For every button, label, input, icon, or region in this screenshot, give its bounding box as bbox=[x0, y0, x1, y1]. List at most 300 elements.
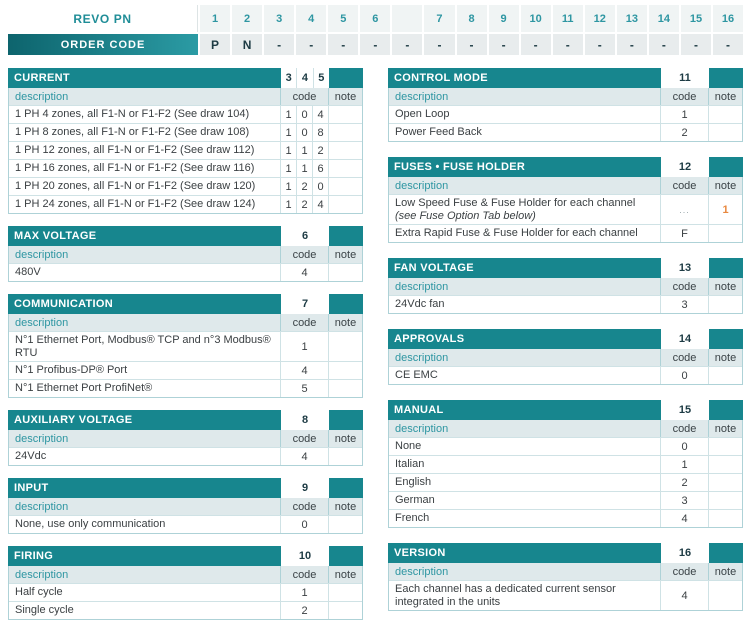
table-control-mode bbox=[388, 68, 743, 142]
row-note bbox=[328, 264, 362, 281]
order-code-cell: - bbox=[585, 34, 615, 55]
position-column-12: 12 bbox=[585, 5, 615, 32]
order-code-cell: - bbox=[424, 34, 454, 55]
row-code: 8 bbox=[312, 124, 328, 141]
table-header-bar bbox=[388, 329, 743, 349]
table-row bbox=[389, 509, 742, 527]
position-number-box bbox=[281, 546, 329, 566]
note-header-spacer bbox=[709, 258, 743, 278]
note-header-spacer bbox=[329, 294, 363, 314]
position-number-box bbox=[281, 226, 329, 246]
note-header: note bbox=[328, 498, 362, 515]
row-description-text: 1 PH 8 zones, all F1-N or F1-F2 (See draw 108) bbox=[15, 126, 250, 139]
row-code-group bbox=[280, 602, 328, 619]
table-body bbox=[8, 566, 363, 620]
table-position-number: 12 bbox=[678, 161, 692, 173]
row-description bbox=[389, 474, 660, 491]
row-code: 6 bbox=[312, 160, 328, 177]
row-code-group bbox=[280, 380, 328, 397]
order-code-row bbox=[8, 34, 743, 55]
code-header: code bbox=[660, 88, 708, 105]
note-header-spacer bbox=[329, 546, 363, 566]
order-code-label: ORDER CODE bbox=[8, 34, 198, 55]
row-note bbox=[328, 196, 362, 213]
row-note bbox=[328, 602, 362, 619]
row-description-text: German bbox=[395, 494, 435, 507]
note-header-spacer bbox=[709, 68, 743, 88]
table-body bbox=[388, 420, 743, 528]
row-note bbox=[328, 178, 362, 195]
order-code-cell: - bbox=[328, 34, 358, 55]
table-row bbox=[9, 263, 362, 281]
position-number-box bbox=[281, 68, 329, 88]
table-firing bbox=[8, 546, 363, 620]
row-code: 0 bbox=[296, 106, 312, 123]
table-input bbox=[8, 478, 363, 534]
table-row bbox=[389, 366, 742, 384]
position-column-9: 9 bbox=[489, 5, 519, 32]
row-code: 4 bbox=[312, 196, 328, 213]
order-code-cell: - bbox=[521, 34, 551, 55]
table-body bbox=[388, 563, 743, 611]
table-row bbox=[389, 491, 742, 509]
table-subheader-row bbox=[389, 563, 742, 580]
order-code-cell: N bbox=[232, 34, 262, 55]
row-note bbox=[708, 510, 742, 527]
description-header: description bbox=[15, 248, 69, 261]
table-fan-voltage bbox=[388, 258, 743, 314]
row-description bbox=[9, 380, 280, 397]
order-code-cell: - bbox=[296, 34, 326, 55]
order-code-cell: - bbox=[713, 34, 743, 55]
row-note bbox=[328, 380, 362, 397]
product-name: REVO PN bbox=[8, 5, 198, 32]
row-description bbox=[9, 106, 280, 123]
table-row bbox=[9, 447, 362, 465]
row-code: 5 bbox=[280, 380, 328, 397]
row-note bbox=[328, 106, 362, 123]
row-description-text: Single cycle bbox=[15, 604, 74, 617]
row-code: 4 bbox=[660, 510, 708, 527]
row-code-group bbox=[660, 106, 708, 123]
table-position-number: 15 bbox=[678, 404, 692, 416]
code-header: code bbox=[660, 349, 708, 366]
table-row bbox=[9, 515, 362, 533]
table-row bbox=[9, 583, 362, 601]
row-note: 1 bbox=[708, 195, 742, 224]
row-description-text: 1 PH 16 zones, all F1-N or F1-F2 (See draw 116) bbox=[15, 162, 255, 175]
table-body bbox=[388, 278, 743, 314]
row-code: 2 bbox=[312, 142, 328, 159]
table-title: APPROVALS bbox=[394, 333, 465, 345]
row-code-group bbox=[660, 456, 708, 473]
position-column-7: 7 bbox=[424, 5, 454, 32]
position-column-5: 5 bbox=[328, 5, 358, 32]
table-communication bbox=[8, 294, 363, 398]
row-code: F bbox=[660, 225, 708, 242]
table-approvals bbox=[388, 329, 743, 385]
row-description bbox=[389, 367, 660, 384]
table-subheader-row bbox=[389, 349, 742, 366]
table-body bbox=[8, 430, 363, 466]
row-description-text: 480V bbox=[15, 266, 41, 279]
position-column-3: 3 bbox=[264, 5, 294, 32]
table-header-bar bbox=[388, 258, 743, 278]
row-code: 4 bbox=[660, 581, 708, 610]
order-code-cell: - bbox=[392, 34, 422, 55]
table-max-voltage bbox=[8, 226, 363, 282]
table-row bbox=[389, 295, 742, 313]
code-header: code bbox=[280, 314, 328, 331]
table-body bbox=[8, 88, 363, 214]
table-header-bar bbox=[8, 546, 363, 566]
table-subheader-row bbox=[9, 88, 362, 105]
tables-area bbox=[8, 68, 743, 620]
table-position-number: 4 bbox=[296, 68, 312, 88]
row-description-text: None bbox=[395, 440, 422, 453]
row-code: 1 bbox=[280, 584, 328, 601]
table-row bbox=[9, 601, 362, 619]
table-header-bar bbox=[8, 68, 363, 88]
table-body bbox=[8, 498, 363, 534]
row-code: 1 bbox=[280, 106, 296, 123]
row-code: 2 bbox=[296, 196, 312, 213]
table-header-bar bbox=[8, 294, 363, 314]
row-code-group bbox=[280, 448, 328, 465]
row-code: 4 bbox=[280, 448, 328, 465]
row-description-text: Open Loop bbox=[395, 108, 450, 121]
row-note bbox=[708, 225, 742, 242]
row-code-group bbox=[660, 438, 708, 455]
row-code: 1 bbox=[296, 160, 312, 177]
position-number-box bbox=[661, 258, 709, 278]
table-row bbox=[9, 379, 362, 397]
note-header: note bbox=[708, 563, 742, 580]
order-code-cell: - bbox=[553, 34, 583, 55]
code-header: code bbox=[660, 563, 708, 580]
position-column-6: 6 bbox=[360, 5, 390, 32]
table-position-number: 9 bbox=[301, 482, 309, 494]
row-note bbox=[708, 296, 742, 313]
row-code-group bbox=[660, 296, 708, 313]
table-subheader-row bbox=[9, 314, 362, 331]
note-header: note bbox=[328, 566, 362, 583]
row-description bbox=[9, 332, 280, 361]
position-column-16: 16 bbox=[713, 5, 743, 32]
position-column-4: 4 bbox=[296, 5, 326, 32]
row-code: ... bbox=[660, 195, 708, 224]
table-title: FAN VOLTAGE bbox=[394, 262, 474, 274]
order-code-cell: - bbox=[649, 34, 679, 55]
table-row bbox=[9, 141, 362, 159]
table-header-bar bbox=[388, 68, 743, 88]
row-note bbox=[708, 581, 742, 610]
table-title: MANUAL bbox=[394, 404, 444, 416]
note-header: note bbox=[328, 246, 362, 263]
row-note bbox=[708, 124, 742, 141]
table-position-number: 3 bbox=[285, 72, 292, 84]
row-description-text: N°1 Ethernet Port, Modbus® TCP and n°3 Modbus® RTU bbox=[15, 334, 271, 359]
table-auxiliary-voltage bbox=[8, 410, 363, 466]
note-header: note bbox=[708, 88, 742, 105]
row-note bbox=[708, 438, 742, 455]
table-position-number: 8 bbox=[301, 414, 309, 426]
row-code: 1 bbox=[296, 142, 312, 159]
row-description bbox=[389, 106, 660, 123]
row-code: 1 bbox=[280, 160, 296, 177]
table-title: MAX VOLTAGE bbox=[14, 230, 97, 242]
row-description bbox=[389, 456, 660, 473]
row-code: 1 bbox=[280, 178, 296, 195]
code-header: code bbox=[280, 430, 328, 447]
row-code-group bbox=[660, 225, 708, 242]
table-title: INPUT bbox=[14, 482, 49, 494]
row-code: 0 bbox=[660, 438, 708, 455]
row-description bbox=[9, 196, 280, 213]
row-code-group bbox=[660, 195, 708, 224]
order-code-cells bbox=[200, 34, 743, 55]
table-subheader-row bbox=[389, 278, 742, 295]
row-description bbox=[9, 602, 280, 619]
table-row bbox=[389, 455, 742, 473]
note-header: note bbox=[328, 314, 362, 331]
table-row bbox=[9, 361, 362, 379]
code-header: code bbox=[280, 88, 328, 105]
row-code: 4 bbox=[280, 264, 328, 281]
position-number-box bbox=[661, 157, 709, 177]
row-code: 2 bbox=[280, 602, 328, 619]
row-note bbox=[708, 474, 742, 491]
row-code-group bbox=[660, 474, 708, 491]
order-code-cell: - bbox=[457, 34, 487, 55]
description-header: description bbox=[15, 500, 69, 513]
table-row bbox=[9, 105, 362, 123]
table-row bbox=[389, 194, 742, 224]
row-note bbox=[328, 124, 362, 141]
description-header: description bbox=[15, 316, 69, 329]
table-row bbox=[9, 331, 362, 361]
order-code-cell: - bbox=[264, 34, 294, 55]
row-description-text: 1 PH 4 zones, all F1-N or F1-F2 (See draw 104) bbox=[15, 108, 250, 121]
row-code: 2 bbox=[296, 178, 312, 195]
row-description-text: 24Vdc bbox=[15, 450, 47, 463]
row-description-text: Low Speed Fuse & Fuse Holder for each channel bbox=[395, 197, 636, 209]
row-description-text: CE EMC bbox=[395, 369, 438, 382]
note-header: note bbox=[328, 88, 362, 105]
row-description-text: 1 PH 12 zones, all F1-N or F1-F2 (See draw 112) bbox=[15, 144, 255, 157]
row-description bbox=[9, 124, 280, 141]
table-title: FIRING bbox=[14, 550, 54, 562]
code-header: code bbox=[660, 278, 708, 295]
row-code: 0 bbox=[660, 367, 708, 384]
order-code-sheet bbox=[0, 5, 750, 620]
table-position-number: 11 bbox=[679, 72, 691, 84]
row-description bbox=[9, 516, 280, 533]
row-note bbox=[328, 142, 362, 159]
position-column-13: 13 bbox=[617, 5, 647, 32]
table-row bbox=[9, 123, 362, 141]
row-description-text: 1 PH 24 zones, all F1-N or F1-F2 (See draw 124) bbox=[15, 198, 256, 211]
table-version bbox=[388, 543, 743, 611]
row-code: 3 bbox=[660, 296, 708, 313]
order-code-cell: - bbox=[360, 34, 390, 55]
row-note bbox=[708, 367, 742, 384]
description-header: description bbox=[15, 432, 69, 445]
row-code: 1 bbox=[280, 196, 296, 213]
table-title: CURRENT bbox=[14, 72, 70, 84]
position-number-box bbox=[661, 68, 709, 88]
table-row bbox=[389, 224, 742, 242]
row-code-group bbox=[280, 178, 328, 195]
row-note bbox=[328, 448, 362, 465]
row-description-text: Extra Rapid Fuse & Fuse Holder for each channel bbox=[395, 227, 638, 240]
row-note bbox=[708, 456, 742, 473]
position-column-14: 14 bbox=[649, 5, 679, 32]
row-code: 2 bbox=[660, 474, 708, 491]
row-description-text: French bbox=[395, 512, 430, 525]
row-code-group bbox=[660, 124, 708, 141]
note-header-spacer bbox=[709, 543, 743, 563]
left-column bbox=[8, 68, 363, 620]
table-position-number: 14 bbox=[678, 333, 692, 345]
row-description bbox=[9, 448, 280, 465]
row-note bbox=[328, 516, 362, 533]
row-code-group bbox=[660, 510, 708, 527]
table-row bbox=[9, 159, 362, 177]
note-header: note bbox=[708, 349, 742, 366]
row-description-text: Power Feed Back bbox=[395, 126, 482, 139]
table-subheader-row bbox=[9, 430, 362, 447]
position-number-row bbox=[8, 5, 743, 32]
row-code: 3 bbox=[660, 492, 708, 509]
position-column-2: 2 bbox=[232, 5, 262, 32]
row-description-text: N°1 Profibus-DP® Port bbox=[15, 364, 128, 377]
row-code-group bbox=[280, 142, 328, 159]
table-fuses-fuse-holder bbox=[388, 157, 743, 243]
row-note bbox=[328, 584, 362, 601]
table-header-bar bbox=[388, 543, 743, 563]
table-position-number: 5 bbox=[313, 68, 329, 88]
row-code-group bbox=[280, 516, 328, 533]
row-description bbox=[389, 195, 660, 224]
table-position-number: 13 bbox=[678, 262, 692, 274]
note-header: note bbox=[708, 177, 742, 194]
order-code-header bbox=[0, 5, 750, 55]
table-subheader-row bbox=[389, 88, 742, 105]
row-description-text: Half cycle bbox=[15, 586, 63, 599]
position-number-box bbox=[281, 294, 329, 314]
row-note bbox=[328, 332, 362, 361]
row-code: 1 bbox=[660, 106, 708, 123]
row-code-group bbox=[280, 160, 328, 177]
table-row bbox=[9, 195, 362, 213]
row-code: 1 bbox=[280, 332, 328, 361]
table-body bbox=[8, 314, 363, 398]
table-header-bar bbox=[388, 157, 743, 177]
order-code-cell: - bbox=[681, 34, 711, 55]
code-header: code bbox=[660, 177, 708, 194]
position-number-box bbox=[281, 478, 329, 498]
note-header-spacer bbox=[329, 410, 363, 430]
table-body bbox=[8, 246, 363, 282]
table-position-number: 6 bbox=[301, 230, 309, 242]
table-header-bar bbox=[8, 478, 363, 498]
row-description bbox=[9, 362, 280, 379]
row-description bbox=[9, 142, 280, 159]
row-description bbox=[9, 160, 280, 177]
row-description-text: English bbox=[395, 476, 432, 489]
row-code: 4 bbox=[280, 362, 328, 379]
row-note bbox=[328, 160, 362, 177]
table-title: FUSES • FUSE HOLDER bbox=[394, 161, 526, 173]
table-row bbox=[389, 123, 742, 141]
table-subheader-row bbox=[389, 177, 742, 194]
description-header: description bbox=[15, 90, 69, 103]
row-code: 1 bbox=[280, 142, 296, 159]
row-description bbox=[9, 178, 280, 195]
position-column-gap bbox=[392, 5, 422, 32]
note-header: note bbox=[708, 278, 742, 295]
table-row bbox=[9, 177, 362, 195]
position-column-11: 11 bbox=[553, 5, 583, 32]
row-description-text: 1 PH 20 zones, all F1-N or F1-F2 (See draw 120) bbox=[15, 180, 256, 193]
table-title: AUXILIARY VOLTAGE bbox=[14, 414, 133, 426]
position-number-box bbox=[661, 543, 709, 563]
row-description bbox=[9, 264, 280, 281]
position-column-8: 8 bbox=[457, 5, 487, 32]
row-note bbox=[708, 492, 742, 509]
row-code: 0 bbox=[296, 124, 312, 141]
order-code-cell: - bbox=[489, 34, 519, 55]
note-header-spacer bbox=[329, 226, 363, 246]
note-header-spacer bbox=[709, 329, 743, 349]
row-description bbox=[389, 124, 660, 141]
row-code-group bbox=[280, 264, 328, 281]
note-header-spacer bbox=[329, 478, 363, 498]
note-header: note bbox=[708, 420, 742, 437]
row-description-text: None, use only communication bbox=[15, 518, 166, 531]
row-code-group bbox=[660, 492, 708, 509]
note-header-spacer bbox=[709, 400, 743, 420]
table-row bbox=[389, 105, 742, 123]
note-header-spacer bbox=[329, 68, 363, 88]
table-body bbox=[388, 88, 743, 142]
position-columns bbox=[200, 5, 743, 32]
table-title: VERSION bbox=[394, 547, 446, 559]
row-code: 0 bbox=[312, 178, 328, 195]
description-header: description bbox=[395, 90, 449, 103]
position-number-box bbox=[661, 329, 709, 349]
table-header-bar bbox=[8, 410, 363, 430]
table-title: COMMUNICATION bbox=[14, 298, 114, 310]
description-header: description bbox=[15, 568, 69, 581]
table-subheader-row bbox=[9, 246, 362, 263]
row-description bbox=[389, 581, 660, 610]
row-description bbox=[389, 225, 660, 242]
row-description-text: Italian bbox=[395, 458, 425, 471]
table-row bbox=[389, 437, 742, 455]
row-code-group bbox=[280, 124, 328, 141]
table-header-bar bbox=[388, 400, 743, 420]
right-column bbox=[388, 68, 743, 620]
code-header: code bbox=[660, 420, 708, 437]
code-header: code bbox=[280, 498, 328, 515]
table-row bbox=[389, 580, 742, 610]
position-column-15: 15 bbox=[681, 5, 711, 32]
table-subheader-row bbox=[389, 420, 742, 437]
row-code: 4 bbox=[312, 106, 328, 123]
row-code: 0 bbox=[280, 516, 328, 533]
